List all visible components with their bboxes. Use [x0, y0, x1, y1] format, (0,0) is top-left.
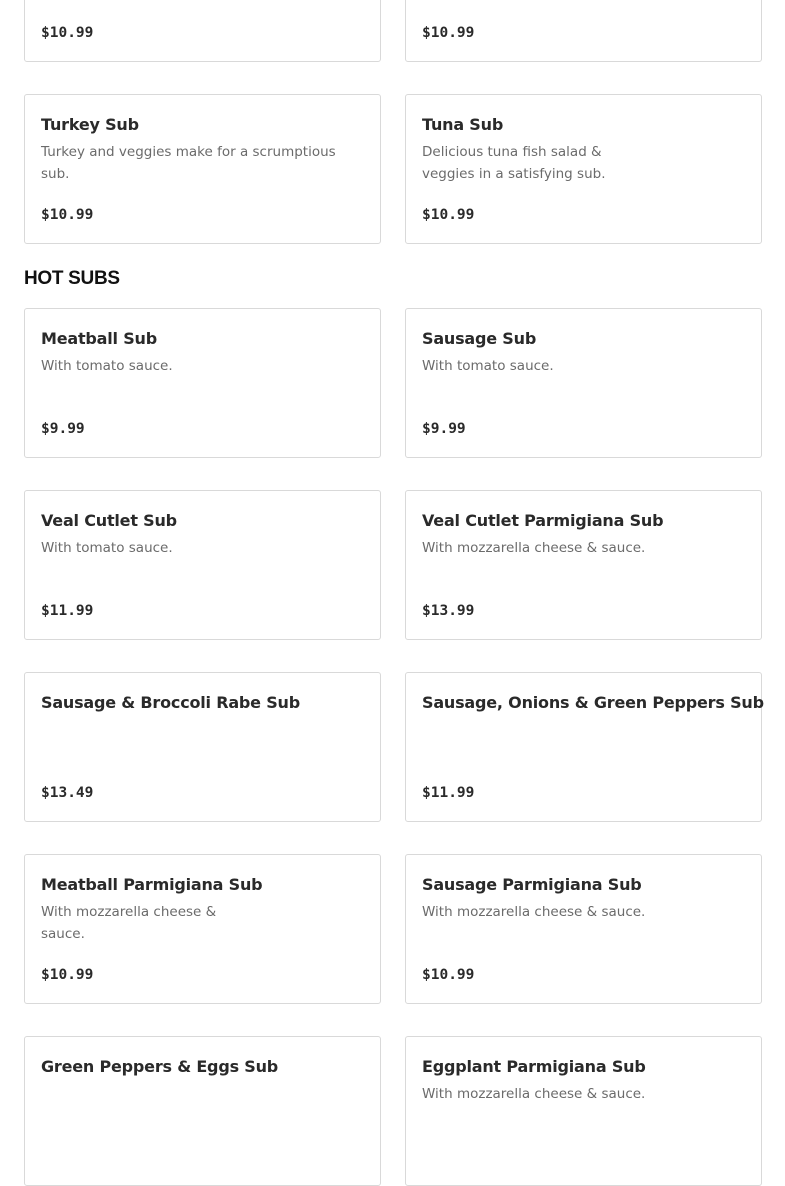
item-description: Turkey and veggies make for a scrumptious sub. — [41, 144, 336, 182]
menu-item-card[interactable] — [24, 0, 381, 62]
item-price: $13.49 — [41, 785, 94, 801]
item-price: $11.99 — [41, 603, 94, 619]
menu-item-card[interactable] — [24, 94, 381, 244]
item-price: $10.99 — [41, 25, 94, 41]
item-name: Sausage & Broccoli Rabe Sub — [41, 693, 300, 712]
item-name: Green Peppers & Eggs Sub — [41, 1057, 279, 1076]
item-description: With tomato sauce. — [41, 358, 173, 374]
item-name: Sausage, Onions & Green Peppers Sub — [422, 693, 764, 712]
item-price: $10.99 — [422, 207, 475, 223]
item-name: Sausage Sub — [422, 329, 537, 348]
menu-item-card[interactable] — [24, 308, 381, 458]
item-name: Eggplant Parmigiana Sub — [422, 1057, 646, 1076]
section-title: HOT SUBS — [24, 268, 120, 289]
item-name: Veal Cutlet Sub — [41, 511, 177, 530]
item-price: $10.99 — [422, 25, 475, 41]
menu-item-card[interactable] — [405, 490, 762, 640]
item-name: Meatball Parmigiana Sub — [41, 875, 263, 894]
item-name: Veal Cutlet Parmigiana Sub — [422, 511, 664, 530]
item-name: Turkey Sub — [41, 115, 139, 134]
item-description: Delicious tuna fish salad & veggies in a satisfying sub. — [422, 144, 606, 182]
item-description: With tomato sauce. — [41, 540, 173, 556]
item-description: With tomato sauce. — [422, 358, 554, 374]
menu-item-card[interactable] — [24, 490, 381, 640]
item-name: Tuna Sub — [422, 115, 504, 134]
menu-item-card[interactable] — [405, 94, 762, 244]
item-price: $10.99 — [41, 967, 94, 983]
item-name: Meatball Sub — [41, 329, 157, 348]
menu-item-card[interactable] — [405, 854, 762, 1004]
item-name: Sausage Parmigiana Sub — [422, 875, 642, 894]
menu-item-card[interactable] — [405, 672, 762, 822]
item-price: $13.99 — [422, 603, 475, 619]
menu-item-card[interactable] — [24, 854, 381, 1004]
item-price: $9.99 — [41, 421, 85, 437]
item-description: With mozzarella cheese & sauce. — [422, 540, 646, 556]
item-price: $11.99 — [422, 785, 475, 801]
menu-item-card[interactable] — [405, 1036, 762, 1186]
item-price: $9.99 — [422, 421, 466, 437]
menu-item-card[interactable] — [405, 0, 762, 62]
menu-item-card[interactable] — [405, 308, 762, 458]
menu-item-card[interactable] — [24, 1036, 381, 1186]
item-description: With mozzarella cheese & sauce. — [422, 904, 646, 920]
item-description: With mozzarella cheese & sauce. — [41, 904, 217, 942]
item-description: With mozzarella cheese & sauce. — [422, 1086, 646, 1102]
menu-item-card[interactable] — [24, 672, 381, 822]
item-price: $10.99 — [422, 967, 475, 983]
item-price: $10.99 — [41, 207, 94, 223]
